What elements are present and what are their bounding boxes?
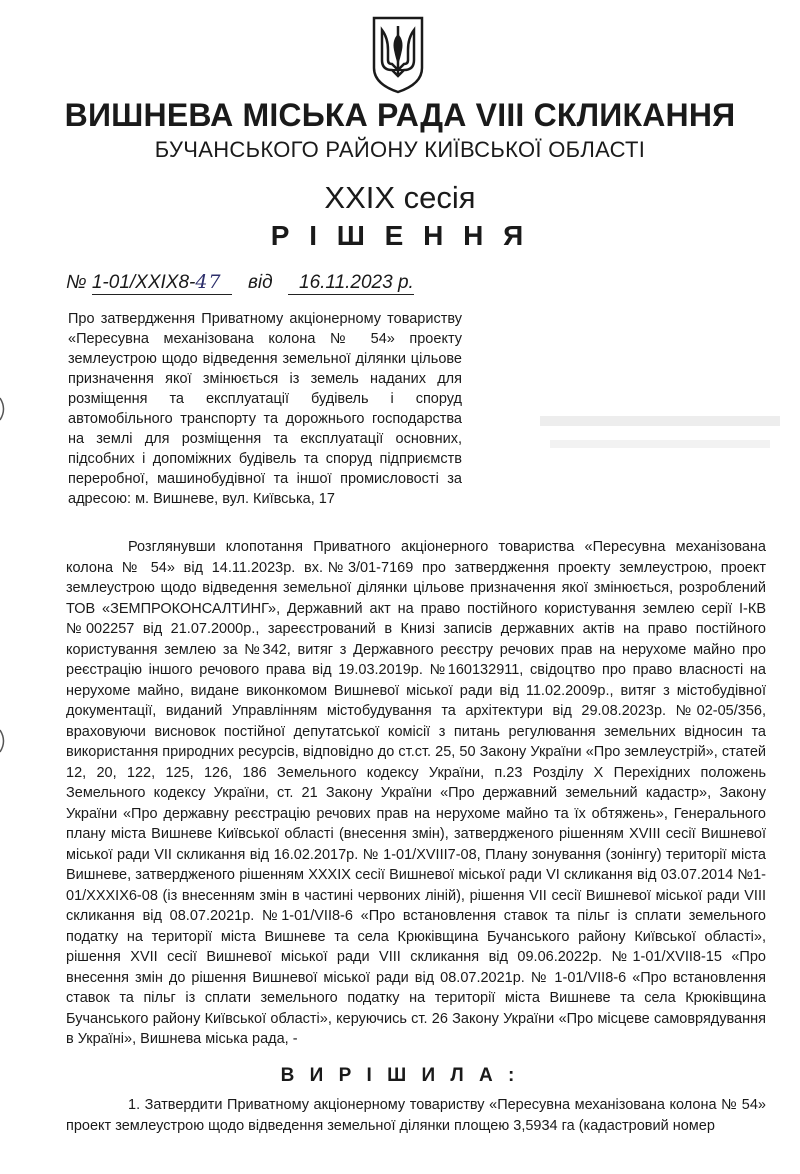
trident-coat-of-arms-icon — [370, 14, 426, 94]
district-name: БУЧАНСЬКОГО РАЙОНУ КИЇВСЬКОЇ ОБЛАСТІ — [154, 137, 646, 162]
show-through-bleed — [530, 410, 790, 470]
from-word: від — [247, 272, 273, 293]
resolved-heading: В И Р І Ш И Л А : — [280, 1065, 520, 1086]
punch-mark — [0, 728, 8, 754]
decision-title: Р І Ш Е Н Н Я — [270, 220, 530, 251]
document-number — [92, 271, 232, 295]
council-name: ВИШНЕВА МІСЬКА РАДА VIII СКЛИКАННЯ — [64, 97, 736, 133]
punch-mark — [0, 396, 8, 422]
preamble-paragraph: Розглянувши клопотання Приватного акціонерного товариства «Пересувна механізована колона № 54» від 14.11.2023р. вх.№3/01-7169 про затвердження проекту землеустрою, проект землеустрою щодо відведення земельної ділянки цільове призначення якої змінюється, розроблений ТОВ «ЗЕМПРОКОНСАЛТИНГ», Державний акт на право постійного користування землею серії І-КВ №002257 від 21.07.2000р., зареєстрований в Книзі записів державних актів на право постійного користування землею за №342, витяг з Державного реєстру речових прав на нерухоме майно про реєстрацію іншого речового права від 19.03.2019р. №160132911, свідоцтво про право власності на нерухоме майно, видане виконкомом Вишневої міської ради від 11.02.2009р., витяг з містобудівної документації, виданий Управлінням містобудування та архітектури від 29.08.2023р. №02-05/356, враховуючи висновок постійної депутатської комісії з питань регулювання земельних відносин та використання природних ресурсів, відповідно до ст.ст. 25, 50 Закону України «Про землеустрій», статей 12, 20, 122, 125, 126, 186 Земельного кодексу України, п.23 Розділу Х Перехідних положень Земельного кодексу України, ст. 21 Закону України «Про державний земельний кадастр», Закону України «Про державну реєстрацію речових прав на нерухоме майно та їх обтяжень», Генерального плану міста Вишневе Київської області (внесення змін), затвердженого рішенням XVIII сесії Вишневої міської ради VII скликання від 16.02.2017р. № 1-01/XVIII7-08, Плану зонування (зонінгу) території міста Вишневе, затвердженого рішенням XXXIX сесії Вишневої міської ради VI скликання від 03.07.2014 №1-01/XXXIX6-08 (із внесенням змін в частині червоних ліній), рішення VII сесії Вишневої міської ради VIII скликання від 08.07.2021р. №1-01/VII8-6 «Про встановлення ставок та пільг із сплати земельного податку на території міста Вишневе та села Крюківщина Бучанського району Київської області», рішення XVII сесії Вишневої міської ради VIII скликання від 09.06.2022р. №1-01/XVII8-15 «Про внесення змін до рішення Вишневої міської ради від 08.07.2021р. № 1-01/VII8-6 «Про встановлення ставок та пільг із сплати земельного податку на території міста Вишневе та села Крюківщина Бучанського району Київської області», керуючись ст. 26 Закону України «Про місцеве самоврядування в Україні», Вишнева міська рада, - — [66, 539, 766, 1047]
session-title: XXIX сесія — [324, 180, 476, 215]
document-number-handwritten: 47 — [195, 271, 222, 293]
document-number-line — [66, 268, 414, 298]
number-prefix: № — [66, 272, 87, 293]
decision-subject: Про затвердження Приватному акціонерному товариству «Пересувна механізована колона № 54» проекту землеустрою щодо відведення земельної ділянки цільове призначення якої змінюється із земель наданих для розміщення та експлуатації будівель і споруд автомобільного транспорту та дорожнього господарства на землі для розміщення та експлуатації основних, підсобних і допоміжних будівель та споруд підприємств переробної, машинобудівної та іншої промисловості за адресою: м. Вишневе, вул. Київська, 17 — [68, 311, 462, 507]
document-date — [288, 272, 413, 295]
document-number-printed: 1-01/XXIX8- — [91, 272, 196, 293]
document-date-text: 16.11.2023 р. — [299, 272, 414, 293]
resolution-item-1: 1. Затвердити Приватному акціонерному товариству «Пересувна механізована колона № 54» проект землеустрою щодо відведення земельної ділянки площею 3,5934 га (кадастровий номер — [66, 1097, 766, 1134]
